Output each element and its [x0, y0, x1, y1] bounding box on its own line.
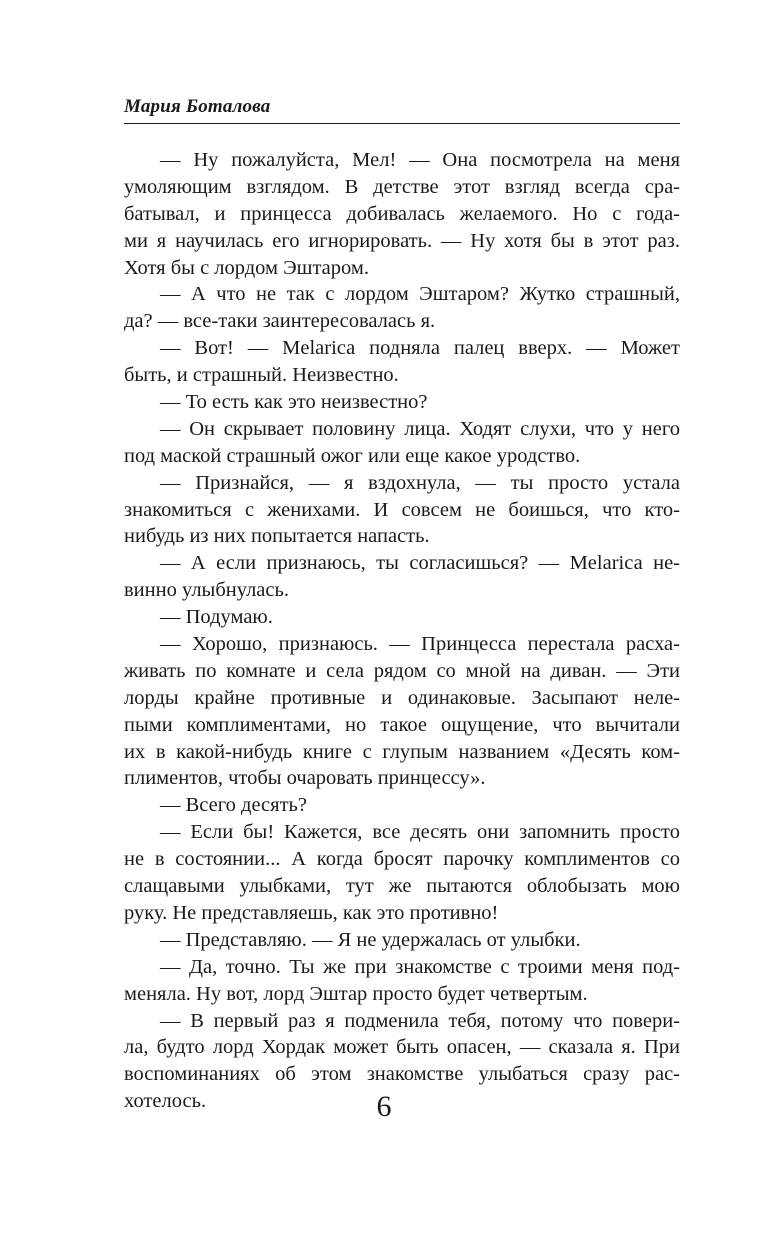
text-line: нибудь из них попытается напасть.: [124, 525, 430, 548]
body-text: [124, 147, 680, 1115]
text-line: знакомиться с женихами. И совсем не боишься, что кто-: [124, 498, 680, 521]
text-line: под маской страшный ожог или еще какое уродство.: [124, 444, 581, 467]
text-line: — А если признаюсь, ты согласишься? — Melariса не-: [160, 552, 680, 575]
text-line: лорды крайне противные и одинаковые. Засыпают неле-: [124, 686, 680, 709]
text-line: их в какой-нибудь книге с глупым названием «Десять ком-: [124, 740, 680, 763]
text-line: ми я научилась его игнорировать. — Ну хотя бы в этот раз.: [124, 229, 680, 252]
text-line: руку. Не представляешь, как это противно!: [124, 901, 499, 924]
header-rule: [124, 123, 680, 124]
text-line: — В первый раз я подменила тебя, потому что повери-: [160, 1009, 680, 1032]
text-line: — Вот! — Melariса подняла палец вверх. — Может: [160, 337, 680, 360]
text-line: винно улыбнулась.: [124, 579, 289, 602]
text-line: быть, и страшный. Неизвестно.: [124, 364, 399, 387]
text-line: пыми комплиментами, но такое ощущение, что вычитали: [124, 713, 680, 736]
text-line: Хотя бы с лордом Эштаром.: [124, 256, 369, 279]
text-line: — Подумаю.: [160, 606, 273, 629]
text-line: — Представляю. — Я не удержалась от улыбки.: [160, 928, 581, 951]
text-line: — Хорошо, признаюсь. — Принцесса перестала расха-: [160, 633, 680, 656]
text-line: хотелось.: [124, 1090, 207, 1113]
text-line: — Признайся, — я вздохнула, — ты просто устала: [160, 471, 680, 494]
text-line: — Да, точно. Ты же при знакомстве с троими меня под-: [160, 955, 680, 978]
text-line: ла, будто лорд Хордак может быть опасен, — сказала я. При: [124, 1036, 680, 1059]
page-number: 6: [376, 1090, 392, 1123]
running-header: [124, 96, 680, 122]
text-line: меняла. Ну вот, лорд Эштар просто будет четвертым.: [124, 982, 588, 1005]
text-line: умоляющим взглядом. В детстве этот взгляд всегда сра-: [124, 175, 680, 198]
text-line: да? — все-таки заинтересовалась я.: [124, 310, 436, 333]
text-line: плиментов, чтобы очаровать принцессу».: [124, 767, 486, 790]
text-line: слащавыми улыбками, тут же пытаются облобызать мою: [124, 875, 680, 898]
text-line: — Он скрывает половину лица. Ходят слухи, что у него: [160, 417, 680, 440]
text-line: — Всего десять?: [160, 794, 307, 817]
text-line: не в состоянии... А когда бросят парочку комплиментов со: [124, 848, 680, 871]
text-line: — То есть как это неизвестно?: [160, 391, 428, 414]
text-line: живать по комнате и села рядом со мной на диван. — Эти: [124, 659, 680, 682]
text-line: — А что не так с лордом Эштаром? Жутко страшный,: [160, 283, 680, 306]
text-line: воспоминаниях об этом знакомстве улыбаться сразу рас-: [124, 1063, 680, 1086]
text-line: — Если бы! Кажется, все десять они запомнить просто: [160, 821, 680, 844]
text-line: — Ну пожалуйста, Мел! — Она посмотрела на меня: [160, 149, 680, 171]
author-name: Мария Боталова: [124, 96, 271, 117]
text-line: батывал, и принцесса добивалась желаемого. Но с года-: [124, 202, 680, 225]
